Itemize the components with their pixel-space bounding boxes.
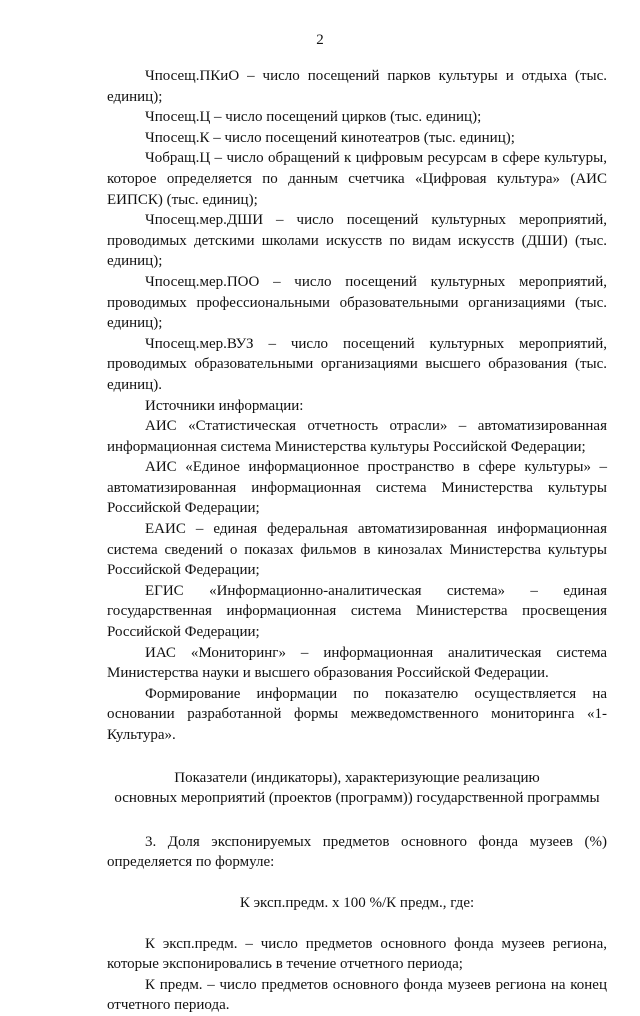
spacer bbox=[107, 809, 607, 832]
source-eais: ЕАИС – единая федеральная автоматизированная информационная система сведений о показах фильмов в кинозалах Министерства культуры Российской Федерации; bbox=[107, 521, 607, 579]
paragraph-chposesch-cinema: Чпосещ.К – число посещений кинотеатров (тыс. единиц); bbox=[145, 129, 515, 146]
source-ais-unified-space: АИС «Единое информационное пространство в сфере культуры» – автоматизированная информационная система Министерства культуры Российской Федерации; bbox=[107, 459, 607, 517]
source-ias-monitoring: ИАС «Мониторинг» – информационная аналитическая система Министерства науки и высшего образования Российской Федерации. bbox=[107, 644, 607, 682]
section-heading bbox=[107, 768, 607, 809]
indicator-intro: 3. Доля экспонируемых предметов основного фонда музеев (%) определяется по формуле: bbox=[107, 833, 607, 871]
paragraph-digital-requests: Чобращ.Ц – число обращений к цифровым ресурсам в сфере культуры, которое определяется по данным счетчика «Цифровая культура» (АИС ЕИПСК) (тыс. единиц); bbox=[107, 150, 607, 208]
paragraph-vuz-events: Чпосещ.мер.ВУЗ – число посещений культурных мероприятий, проводимых образовательными организациями высшего образования (тыс. единиц). bbox=[107, 335, 607, 393]
document-body bbox=[107, 66, 607, 1016]
source-ais-statistics: АИС «Статистическая отчетность отрасли» – автоматизированная информационная система Министерства культуры Российской Федерации; bbox=[107, 418, 607, 455]
paragraph-monitoring-form: Формирование информации по показателю осуществляется на основании разработанной формы межведомственного мониторинга «1-Культура». bbox=[107, 685, 607, 743]
paragraph-chposesch-pkio: Чпосещ.ПКиО – число посещений парков культуры и отдыха (тыс. единиц); bbox=[107, 68, 607, 105]
sources-label: Источники информации: bbox=[145, 397, 304, 414]
section-heading-line-2: основных мероприятий (проектов (программ)) государственной программы bbox=[114, 790, 600, 807]
section-heading-line-1: Показатели (индикаторы), характеризующие реализацию bbox=[174, 769, 540, 786]
paragraph-chposesch-circus: Чпосещ.Ц – число посещений цирков (тыс. единиц); bbox=[145, 109, 482, 126]
paragraph-poo-events: Чпосещ.мер.ПОО – число посещений культурных мероприятий, проводимых профессиональными образовательными организациями (тыс. единиц); bbox=[107, 273, 607, 332]
definition-k-predm: К предм. – число предметов основного фонда музеев региона на конец отчетного периода. bbox=[107, 976, 607, 1014]
paragraph-dshi-events: Чпосещ.мер.ДШИ – число посещений культурных мероприятий, проводимых детскими школами искусств по видам искусств (ДШИ) (тыс. единиц); bbox=[107, 212, 607, 270]
definition-k-exp: К эксп.предм. – число предметов основного фонда музеев региона, которые экспонировались в течение отчетного периода; bbox=[107, 935, 607, 973]
formula: К эксп.предм. х 100 %/К предм., где: bbox=[239, 894, 475, 911]
source-egis: ЕГИС «Информационно-аналитическая система» – единая государственная информационная система Министерства просвещения Российской Федерации; bbox=[107, 582, 607, 641]
page-number: 2 bbox=[316, 32, 324, 48]
